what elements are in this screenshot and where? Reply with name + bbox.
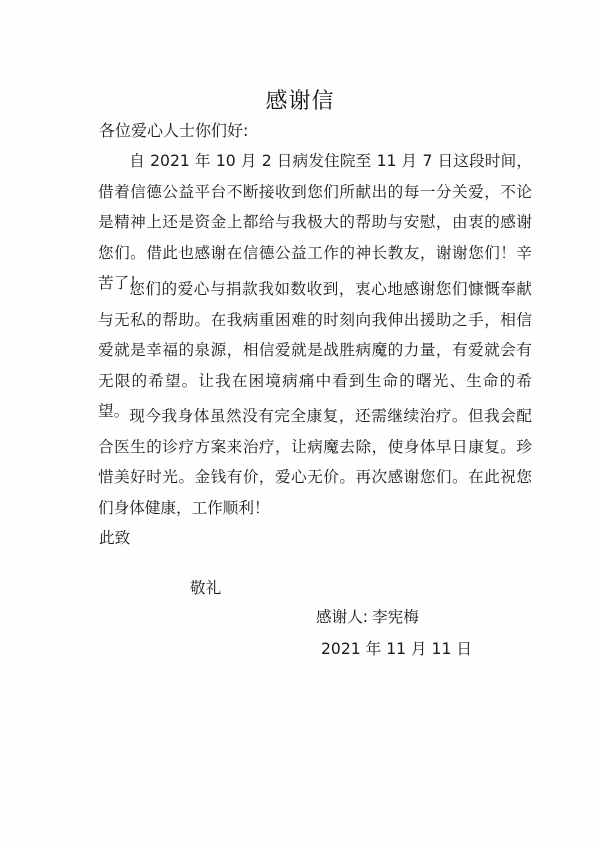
letter-paragraph-3: 现今我身体虽然没有完全康复，还需继续治疗。但我会配合医生的诊疗方案来治疗，让病魔去除，使身体早日康复。珍惜美好时光。金钱有价，爱心无价。再次感谢您们。在此祝您们身体健康，工作顺利！: [98, 407, 532, 517]
letter-closing-jingli: 敬礼: [190, 579, 222, 597]
letter-paragraph-2: 您们的爱心与捐款我如数收到，衷心地感谢您们慷慨奉献与无私的帮助。在我病重困难的时刻向我伸出援助之手，相信爱就是幸福的泉源，相信爱就是战胜病魔的力量，有爱就会有无限的希望。让我在困境病痛中看到生命的曙光、生命的希望。: [98, 280, 532, 420]
letter-title: 感谢信: [265, 89, 335, 114]
signer-name: 李宪梅: [372, 608, 419, 626]
letter-salutation: 各位爱心人士你们好:: [99, 121, 249, 140]
letter-closing-cizhi: 此致: [99, 529, 131, 547]
letter-paragraph-1: 自 2021 年 10 月 2 日病发住院至 11 月 7 日这段时间，借着信德公益平台不断接收到您们所献出的每一分关爱，不论是精神上还是资金上都给与我极大的帮助与安慰，由衷的感谢您们。借此也感谢在信德公益工作的神长教友，谢谢您们！辛苦了！: [98, 152, 532, 292]
letter-signer: [316, 606, 419, 628]
letter-date: 2021 年 11 月 11 日: [321, 640, 472, 658]
signer-label: 感谢人:: [316, 608, 369, 626]
